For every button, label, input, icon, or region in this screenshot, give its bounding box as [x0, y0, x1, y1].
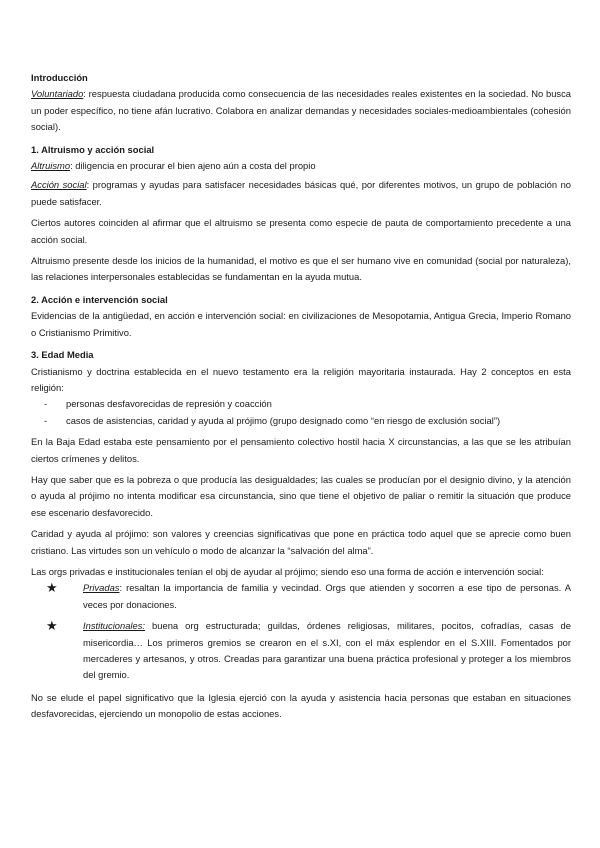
document-body [31, 70, 571, 723]
list-item-text: casos de asistencias, caridad y ayuda al prójimo (grupo designado como “en riesgo de exclusión social”) [66, 414, 501, 426]
altruismo-definition: : diligencia en procurar el bien ajeno aún a costa del propio [70, 160, 316, 172]
list-item [31, 413, 571, 429]
section3-paragraph-4: Caridad y ayuda al prójimo: son valores y creencias significativas que pone en práctica todo aquel que se aprecie como buen cristiano. Las virtudes son un vehículo o modo de alcanzar la “salvación del alma”. [31, 528, 571, 556]
dash-marker: - [44, 414, 48, 426]
list-item [31, 580, 571, 613]
section1-heading: 1. Altruismo y acción social [31, 143, 155, 155]
concepts-list [31, 396, 571, 429]
section2-heading: 2. Acción e intervención social [31, 293, 168, 305]
accion-social-definition: : programas y ayudas para satisfacer necesidades básicas qué, por diferentes motivos, un grupo de población no puede satisfacer. [31, 179, 571, 207]
institucionales-term: Institucionales: [83, 620, 146, 632]
organizations-list [31, 580, 571, 683]
section3-paragraph-5: Las orgs privadas e institucionales tenían el obj de ayudar al prójimo; siendo eso una forma de acción e intervención social: [31, 565, 544, 577]
section3-heading: 3. Edad Media [31, 349, 94, 361]
list-item [31, 396, 571, 412]
intro-heading: Introducción [31, 72, 88, 83]
accion-social-term: Acción social [31, 179, 87, 191]
privadas-term: Privadas [83, 582, 120, 594]
voluntariado-definition: : respuesta ciudadana producida como consecuencia de las necesidades reales existentes en la sociedad. No busca un poder específico, no tiene afán lucrativo. Colabora en analizar demandas y necesidades sociales-medioambientales (cohesión social). [31, 88, 571, 133]
list-item [31, 618, 571, 684]
section1-paragraph-1: Ciertos autores coinciden al afirmar que el altruismo se presenta como especie de pauta de comportamiento precedente a una acción social. [31, 217, 571, 245]
dash-marker: - [44, 398, 48, 410]
section3-paragraph-1: Cristianismo y doctrina establecida en el nuevo testamento era la religión mayoritaria instaurada. Hay 2 conceptos en esta religión: [31, 365, 571, 393]
section1-paragraph-2: Altruismo presente desde los inicios de la humanidad, el motivo es que el ser humano vive en comunidad (social por naturaleza), las relaciones interpersonales establecidas se fundamentan en la ayuda mutua. [31, 255, 571, 283]
privadas-description: : resaltan la importancia de familia y vecindad. Orgs que atienden y socorren a ese tipo de personas. A veces por donaciones. [83, 582, 571, 610]
section3-paragraph-2: En la Baja Edad estaba este pensamiento por el pensamiento colectivo hostil hacia X circunstancias, a las que se les atribuían ciertos crímenes y delitos. [31, 436, 571, 464]
accion-social-paragraph [31, 177, 571, 210]
voluntariado-term: Voluntariado [31, 88, 84, 100]
altruismo-definition-paragraph [31, 158, 571, 174]
section2-paragraph-1: Evidencias de la antigüedad, en acción e intervención social: en civilizaciones de Mesopotamia, Antigua Grecia, Imperio Romano o Cristianismo Primitivo. [31, 310, 571, 338]
star-icon: ★ [46, 580, 58, 596]
altruismo-term: Altruismo [31, 160, 71, 172]
section3-paragraph-3: Hay que saber que es la pobreza o que producía las desigualdades; las cuales se producían por el designio divino, y la atención o ayuda al prójimo no intenta modificar esa circunstancia, sino que tiene el objetivo de paliar o remitir la situación que produce ese escenario desfavorecido. [31, 473, 571, 518]
star-icon: ★ [46, 618, 58, 634]
intro-paragraph [31, 86, 571, 135]
institucionales-description: buena org estructurada; guildas, órdenes religiosas, militares, pocitos, cofradías, casas de misericordia… Los primeros gremios se crearon en el s.XI, con el máx esplendor en el S.XIII. Fomentados por mercaderes y artesanos, y otros. Creadas para garantizar una buena práctica profesional y proteger a los miembros del gremio. [83, 620, 571, 681]
list-item-text: personas desfavorecidas de represión y coacción [66, 398, 272, 410]
section3-paragraph-6: No se elude el papel significativo que la Iglesia ejerció con la ayuda y asistencia hacia personas que estaban en situaciones desfavorecidas, ejerciendo un monopolio de estas acciones. [31, 691, 571, 720]
